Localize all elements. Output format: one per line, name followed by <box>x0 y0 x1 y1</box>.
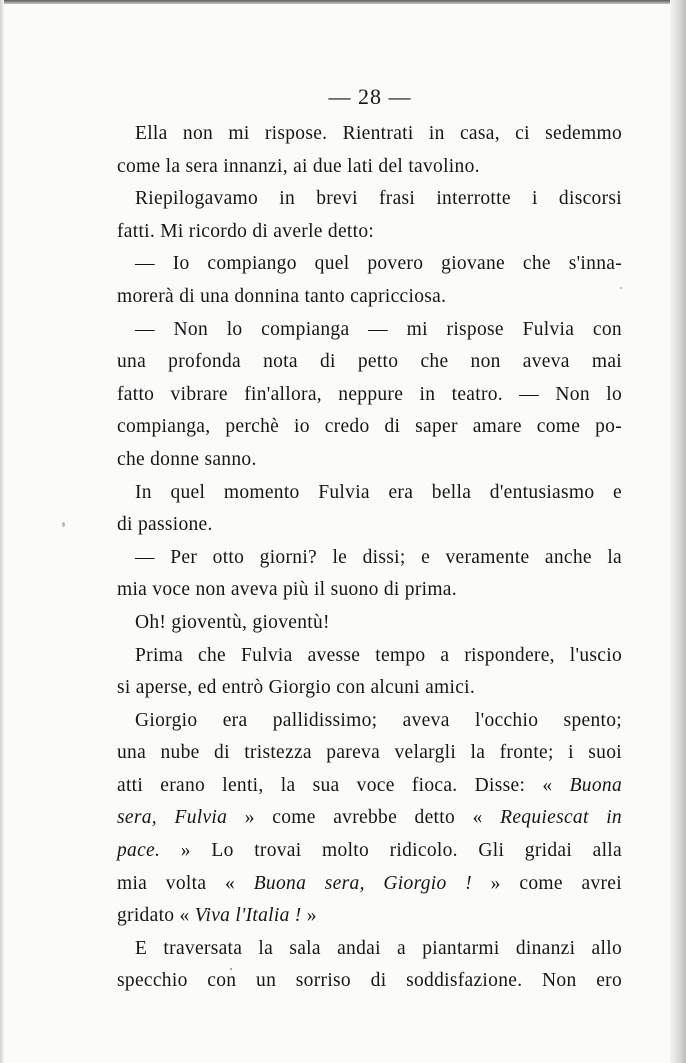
body-text <box>117 118 622 998</box>
text-line <box>117 802 622 835</box>
text-line <box>117 705 622 738</box>
text-line <box>117 574 622 607</box>
text-line <box>117 900 622 933</box>
page-top-shadow <box>0 0 686 4</box>
text-segment: come la sera innanzi, ai due lati del tavolino. <box>117 155 480 177</box>
text-segment: gridato « <box>117 905 195 927</box>
page-left-shadow <box>0 0 4 1063</box>
text-line <box>117 216 622 249</box>
text-line <box>117 314 622 347</box>
text-line <box>117 281 622 314</box>
text-segment: In quel momento Fulvia era bella d'entusiasmo e <box>135 481 622 503</box>
page-number: — 28 — <box>328 84 412 109</box>
paper-speck <box>620 287 622 289</box>
text-line <box>117 248 622 281</box>
paper-speck <box>62 522 65 527</box>
text-line <box>117 835 622 868</box>
italic-text: Buona sera, Giorgio ! <box>253 872 473 894</box>
text-segment: compianga, perchè io credo di saper amare come po- <box>117 416 622 438</box>
text-segment: E traversata la sala andai a piantarmi dinanzi allo <box>135 937 622 959</box>
italic-text: Viva l'Italia ! <box>194 905 302 927</box>
text-segment: — Io compiango quel povero giovane che s'inna- <box>135 253 622 275</box>
text-line <box>117 509 622 542</box>
text-line <box>117 183 622 216</box>
text-segment: Oh! gioventù, gioventù! <box>135 611 330 633</box>
text-line <box>117 770 622 803</box>
text-segment: » come avrebbe detto « <box>227 807 501 829</box>
text-segment: — Non lo compianga — mi rispose Fulvia con <box>135 318 622 340</box>
text-segment: che donne sanno. <box>117 448 257 470</box>
text-segment: Prima che Fulvia avesse tempo a rispondere, l'uscio <box>135 644 622 666</box>
text-segment: Giorgio era pallidissimo; aveva l'occhio spento; <box>135 709 622 731</box>
text-line <box>117 346 622 379</box>
text-segment: » Lo trovai molto ridicolo. Gli gridai alla <box>160 840 622 862</box>
text-line <box>117 933 622 966</box>
text-line <box>117 151 622 184</box>
text-line <box>117 737 622 770</box>
text-segment: mia volta « <box>117 872 254 894</box>
text-segment: si aperse, ed entrò Giorgio con alcuni amici. <box>117 677 476 699</box>
italic-text: pace. <box>117 840 161 862</box>
text-segment: morerà di una donnina tanto capricciosa. <box>117 285 447 307</box>
text-segment: » <box>301 905 317 927</box>
text-line <box>117 118 622 151</box>
paper-speck <box>230 968 232 970</box>
text-segment: di passione. <box>117 514 213 536</box>
text-line <box>117 444 622 477</box>
italic-text: Requiescat in <box>500 807 622 829</box>
text-line <box>117 965 622 998</box>
text-segment: fatto vibrare fin'allora, neppure in teatro. — Non lo <box>117 383 622 405</box>
text-segment: una profonda nota di petto che non aveva mai <box>117 351 622 373</box>
italic-text: Buona <box>569 774 622 796</box>
text-segment: fatti. Mi ricordo di averle detto: <box>117 220 375 242</box>
text-line <box>117 379 622 412</box>
text-segment: atti erano lenti, la sua voce fioca. Disse: « <box>117 774 570 796</box>
italic-text: sera, Fulvia <box>117 807 228 829</box>
text-segment: Riepilogavamo in brevi frasi interrotte i discorsi <box>135 188 622 210</box>
text-line <box>117 477 622 510</box>
text-segment: mia voce non aveva più il suono di prima. <box>117 579 457 601</box>
text-segment: una nube di tristezza pareva velargli la fronte; i suoi <box>117 742 622 764</box>
text-segment: specchio con un sorriso di soddisfazione. Non ero <box>117 970 622 992</box>
text-line <box>117 672 622 705</box>
text-line <box>117 607 622 640</box>
text-segment: — Per otto giorni? le dissi; e veramente anche la <box>135 546 622 568</box>
text-segment: » come avrei <box>472 872 622 894</box>
text-line <box>117 411 622 444</box>
text-line <box>117 542 622 575</box>
text-segment: Ella non mi rispose. Rientrati in casa, ci sedemmo <box>135 123 622 144</box>
page-right-shadow <box>670 0 686 1063</box>
text-line <box>117 868 622 901</box>
text-line <box>117 640 622 673</box>
